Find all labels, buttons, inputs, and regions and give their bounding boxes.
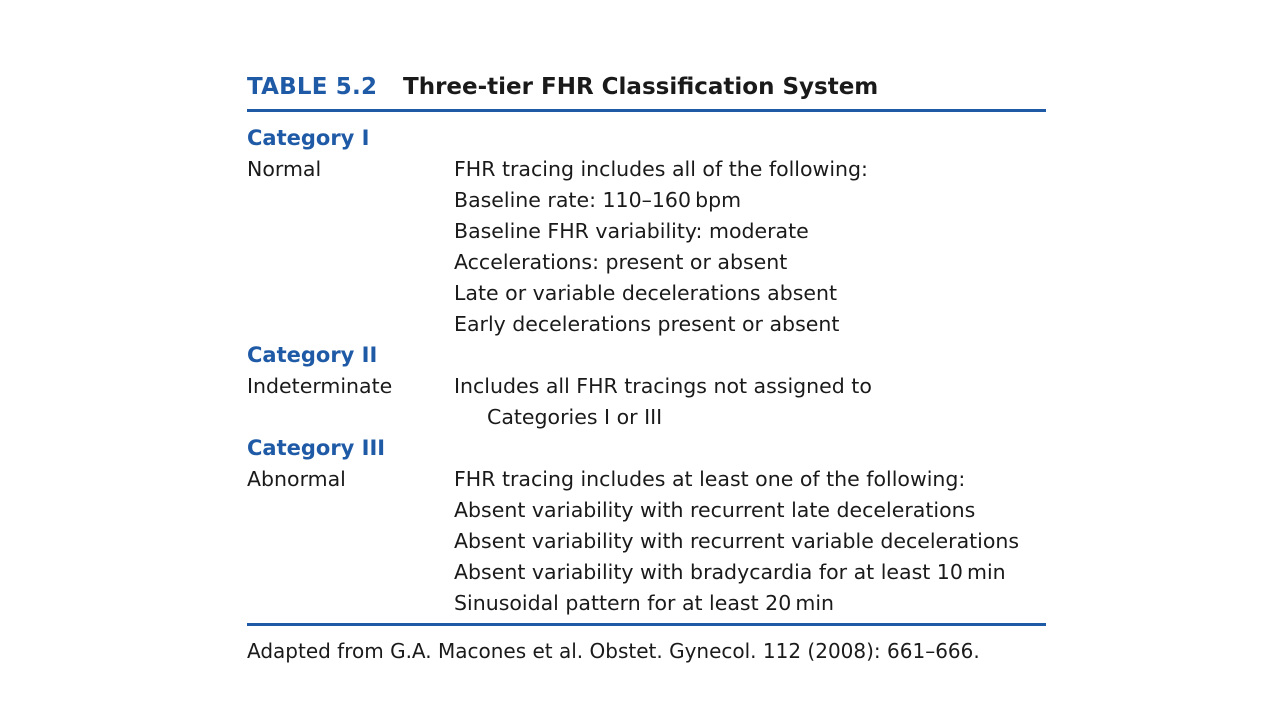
category-heading: Category II (247, 343, 378, 367)
criteria-line: Absent variability with bradycardia for at least 10 min (454, 560, 1006, 584)
category-criteria (454, 371, 1046, 433)
table-number: TABLE 5.2 (247, 74, 378, 100)
criteria-line: Early decelerations present or absent (454, 312, 840, 336)
category-row (247, 464, 1046, 619)
category-criteria (454, 464, 1046, 619)
criteria-line: Absent variability with recurrent variable decelerations (454, 529, 1020, 553)
criteria-line: FHR tracing includes all of the following: (454, 157, 868, 181)
criteria-line: Includes all FHR tracings not assigned to (454, 374, 872, 398)
category-label: Indeterminate (247, 374, 393, 398)
table-title: Three-tier FHR Classification System (403, 74, 879, 100)
table-body (247, 112, 1046, 619)
bottom-rule (247, 623, 1046, 626)
classification-table (247, 70, 1046, 626)
category-heading: Category III (247, 436, 386, 460)
category-criteria (454, 154, 1046, 340)
table-title-row (247, 70, 1046, 104)
category-heading: Category I (247, 126, 370, 150)
criteria-line: Baseline FHR variability: moderate (454, 219, 809, 243)
criteria-line: Sinusoidal pattern for at least 20 min (454, 591, 835, 615)
criteria-line: Categories I or III (487, 405, 663, 429)
table-footnote: Adapted from G.A. Macones et al. Obstet. Gynecol. 112 (2008): 661–666. (247, 639, 980, 663)
criteria-line: Baseline rate: 110–160 bpm (454, 188, 742, 212)
category-label: Normal (247, 157, 322, 181)
category-label: Abnormal (247, 467, 346, 491)
category-row (247, 371, 1046, 433)
criteria-line: Absent variability with recurrent late decelerations (454, 498, 976, 522)
criteria-line: Accelerations: present or absent (454, 250, 788, 274)
criteria-line: FHR tracing includes at least one of the following: (454, 467, 966, 491)
category-row (247, 154, 1046, 340)
criteria-line: Late or variable decelerations absent (454, 281, 838, 305)
